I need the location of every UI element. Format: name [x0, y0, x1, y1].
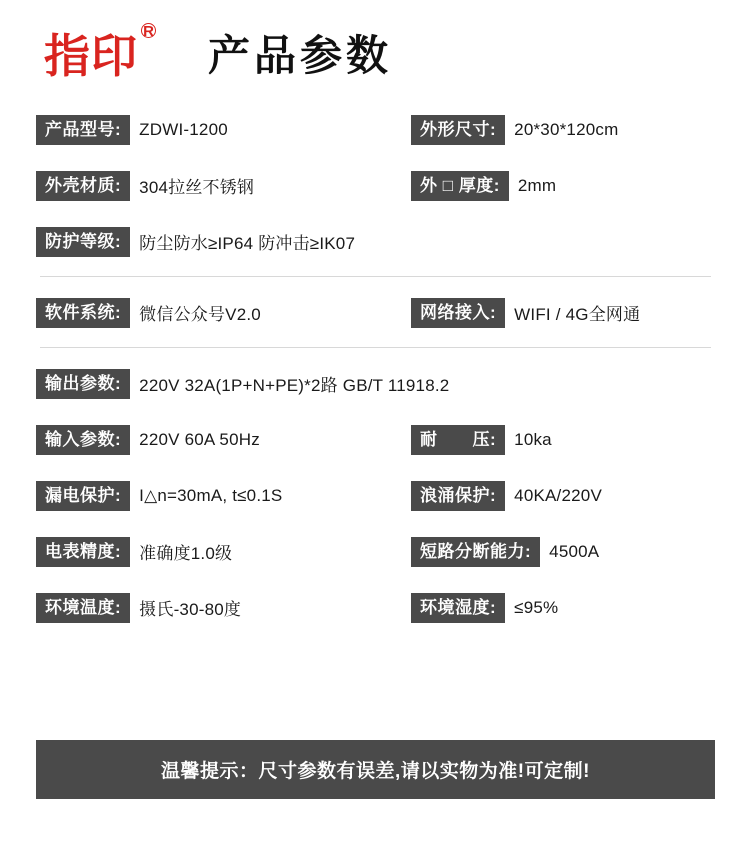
spec-value: 40KA/220V — [514, 485, 602, 505]
spec-label: 输入参数: — [36, 425, 130, 455]
spec-value: 20*30*120cm — [514, 119, 619, 139]
spec-label: 网络接入: — [411, 298, 505, 328]
spec-value: ≤95% — [514, 597, 559, 617]
spec-cell — [411, 593, 715, 623]
spec-table — [36, 102, 715, 636]
brand-logo — [44, 23, 154, 83]
spec-row — [36, 524, 715, 580]
spec-row — [36, 102, 715, 158]
spec-cell — [36, 369, 715, 399]
spec-row — [36, 285, 715, 341]
footer-notice: 温馨提示：尺寸参数有误差,请以实物为准!可定制! — [36, 740, 715, 799]
page-title: 产品参数 — [208, 31, 393, 80]
spec-label: 环境湿度: — [411, 593, 505, 623]
spec-cell — [36, 537, 411, 567]
spec-cell — [36, 425, 411, 455]
spec-row — [36, 158, 715, 214]
section-divider — [40, 276, 711, 277]
spec-value: 2mm — [517, 175, 557, 195]
spec-cell — [36, 227, 715, 257]
spec-cell — [411, 298, 715, 328]
spec-label: 外壳材质: — [36, 171, 130, 201]
spec-cell — [411, 115, 715, 145]
page-header — [36, 0, 715, 86]
spec-value: 微信公众号V2.0 — [139, 305, 261, 325]
spec-cell — [411, 425, 715, 455]
spec-value: 304拉丝不锈钢 — [139, 178, 255, 198]
registered-trademark-icon: R — [141, 23, 156, 38]
spec-row — [36, 214, 715, 270]
spec-value: 准确度1.0级 — [139, 544, 233, 564]
spec-label: 产品型号: — [36, 115, 130, 145]
spec-value: ZDWI-1200 — [139, 119, 228, 139]
spec-row — [36, 412, 715, 468]
spec-label: 软件系统: — [36, 298, 130, 328]
spec-cell — [36, 298, 411, 328]
spec-section-electrical — [36, 356, 715, 636]
spec-label: 外 □ 厚度: — [411, 171, 509, 201]
spec-cell — [411, 171, 715, 201]
spec-cell — [36, 593, 411, 623]
section-divider — [40, 347, 711, 348]
spec-label: 漏电保护: — [36, 481, 130, 511]
spec-value: 摄氏-30-80度 — [139, 600, 242, 620]
spec-row — [36, 580, 715, 636]
spec-value: 防尘防水≥IP64 防冲击≥IK07 — [139, 234, 356, 254]
spec-row — [36, 356, 715, 412]
spec-label: 外形尺寸: — [411, 115, 505, 145]
spec-cell — [411, 481, 715, 511]
spec-row — [36, 468, 715, 524]
spec-value: WIFI / 4G全网通 — [514, 305, 641, 325]
spec-value: I△n=30mA, t≤0.1S — [139, 485, 283, 505]
spec-cell — [36, 115, 411, 145]
spec-section-physical — [36, 102, 715, 270]
spec-label: 电表精度: — [36, 537, 130, 567]
spec-label: 耐 压: — [411, 425, 505, 455]
spec-value: 10ka — [514, 429, 552, 449]
spec-label: 防护等级: — [36, 227, 130, 257]
spec-cell — [36, 171, 411, 201]
brand-name: 指印 — [44, 29, 138, 83]
spec-value: 220V 32A(1P+N+PE)*2路 GB/T 11918.2 — [139, 376, 450, 396]
spec-label: 环境温度: — [36, 593, 130, 623]
spec-value: 220V 60A 50Hz — [139, 429, 260, 449]
spec-label: 短路分断能力: — [411, 537, 540, 567]
spec-section-software — [36, 285, 715, 341]
spec-value: 4500A — [549, 541, 600, 561]
spec-label: 浪涌保护: — [411, 481, 505, 511]
spec-label: 输出参数: — [36, 369, 130, 399]
spec-cell — [411, 537, 715, 567]
spec-cell — [36, 481, 411, 511]
